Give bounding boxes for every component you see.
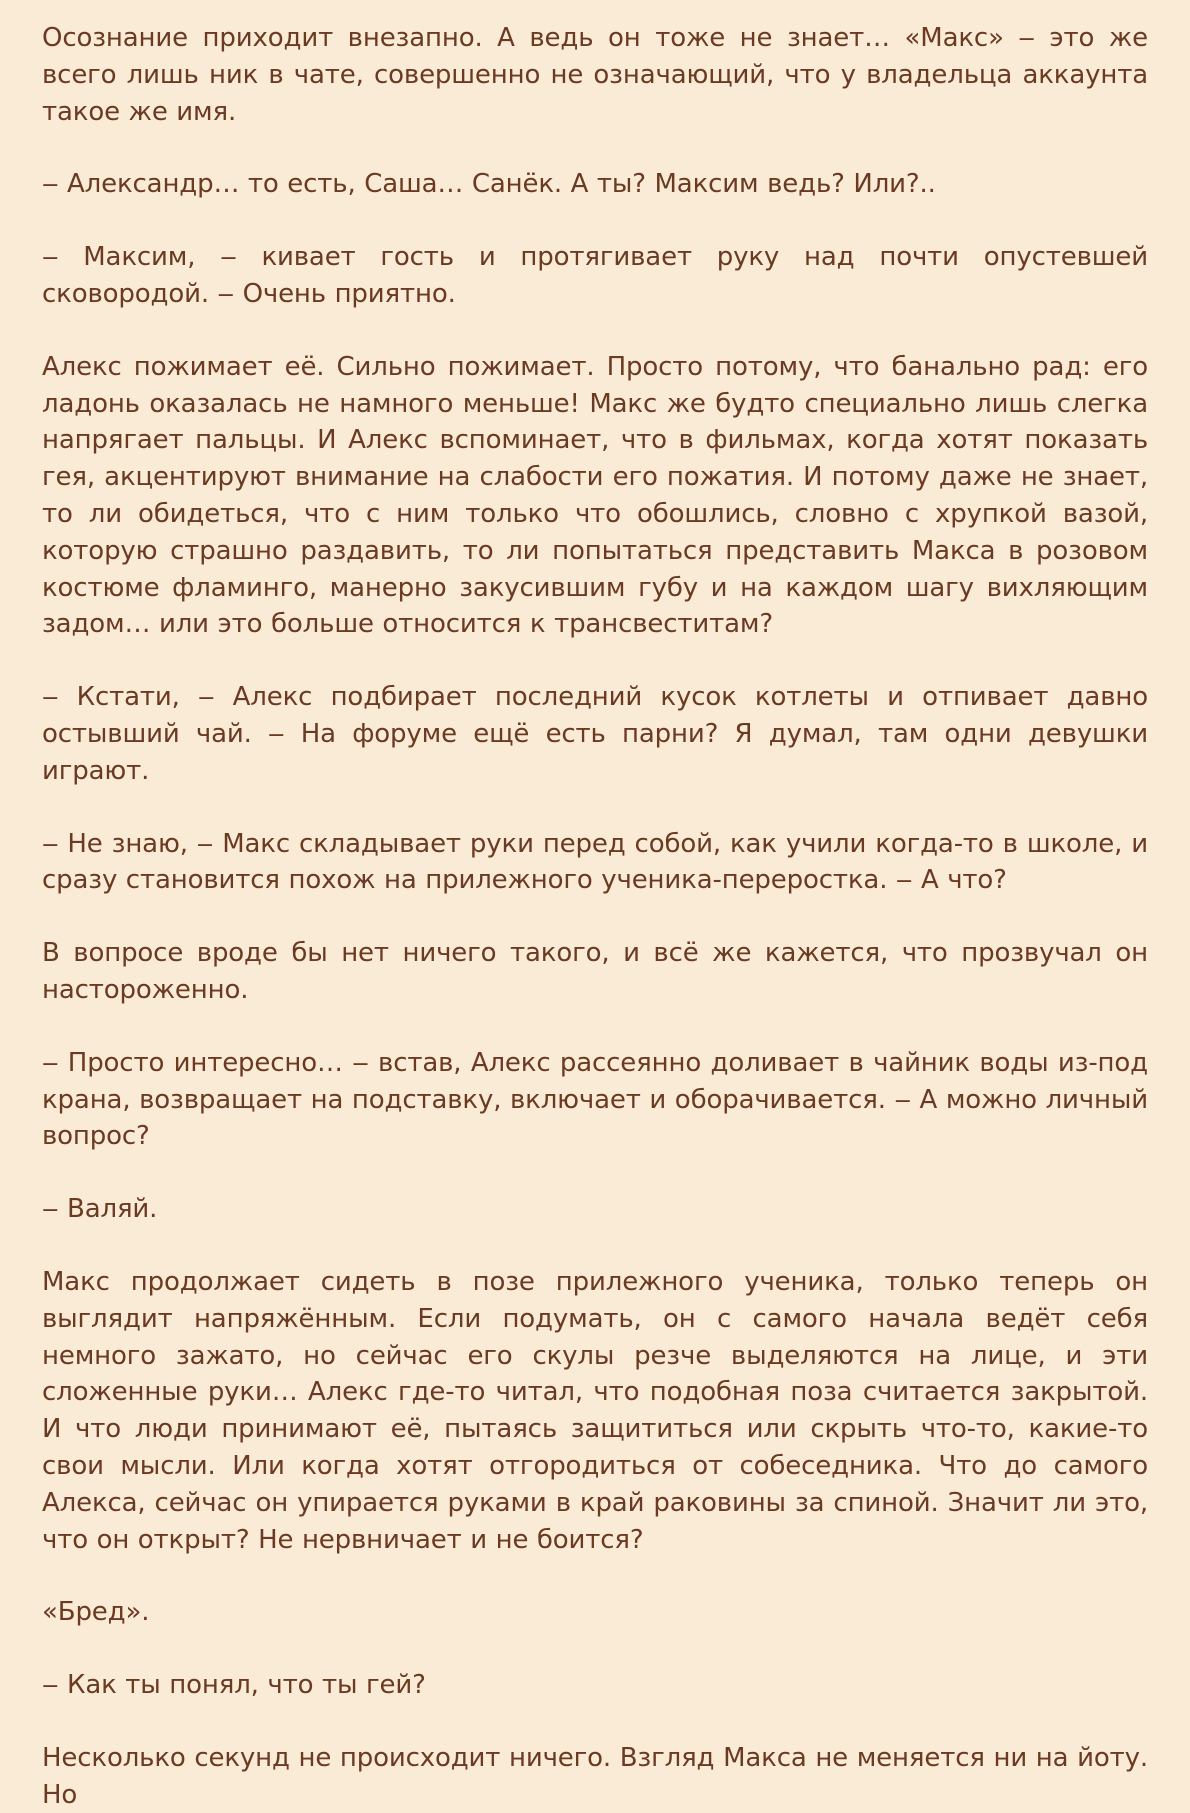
paragraph-7: В вопросе вроде бы нет ничего такого, и всё же кажется, что прозвучал он настороженно. bbox=[42, 938, 1148, 1005]
paragraph-6: ‒ Не знаю, ‒ Макс складывает руки перед собой, как учили когда-то в школе, и сразу становится похож на прилежного ученика-переростка. ‒ А что? bbox=[42, 828, 1148, 896]
paragraph-11: «Бред». bbox=[42, 1597, 150, 1628]
paragraph-3: ‒ Максим, ‒ кивает гость и протягивает руку над почти опустевшей сковородой. ‒ Очень приятно. bbox=[42, 242, 1148, 309]
paragraph-10: Макс продолжает сидеть в позе прилежного ученика, только теперь он выглядит напряжённым. Если подумать, он с самого начала ведёт себя немного зажато, но сейчас его скулы резче выделяются на лице, и эти сложенные руки… Алекс где-то читал, что подобная поза считается закрытой. И что люди принимают её, пытаясь защититься или скрыть что-то, какие-то свои мысли. Или когда хотят отгородиться от собеседника. Что до самого Алекса, сейчас он упирается руками в край раковины за спиной. Значит ли это, что он открыт? Не нервничает и не боится? bbox=[42, 1266, 1148, 1555]
paragraph-1: Осознание приходит внезапно. А ведь он тоже не знает… «Макс» ‒ это же всего лишь ник в чате, совершенно не означающий, что у владельца аккаунта такое же имя. bbox=[42, 23, 1148, 127]
paragraph-4: Алекс пожимает её. Сильно пожимает. Просто потому, что банально рад: его ладонь оказалась не намного меньше! Макс же будто специально лишь слегка напрягает пальцы. И Алекс вспоминает, что в фильмах, когда хотят показать гея, акцентируют внимание на слабости его пожатия. И потому даже не знает, то ли обидеться, что с ним только что обошлись, словно с хрупкой вазой, которую страшно раздавить, то ли попытаться представить Макса в розовом костюме фламинго, манерно закусившим губу и на каждом шагу вихляющим задом… или это больше относится к трансвеститам? bbox=[42, 351, 1148, 640]
paragraph-8: ‒ Просто интересно… ‒ встав, Алекс рассеянно доливает в чайник воды из-под крана, возвращает на подставку, включает и оборачивается. ‒ А можно личный вопрос? bbox=[42, 1047, 1148, 1152]
paragraph-2: ‒ Александр… то есть, Саша… Санёк. А ты? Максим ведь? Или?.. bbox=[42, 169, 936, 200]
paragraph-9: ‒ Валяй. bbox=[42, 1194, 158, 1225]
paragraph-13: Несколько секунд не происходит ничего. Взгляд Макса не меняется ни на йоту. Но bbox=[42, 1742, 1148, 1810]
paragraph-5: ‒ Кстати, ‒ Алекс подбирает последний кусок котлеты и отпивает давно остывший чай. ‒ На форуме ещё есть парни? Я думал, там одни девушки играют. bbox=[42, 682, 1148, 786]
paragraph-12: ‒ Как ты понял, что ты гей? bbox=[42, 1670, 426, 1701]
